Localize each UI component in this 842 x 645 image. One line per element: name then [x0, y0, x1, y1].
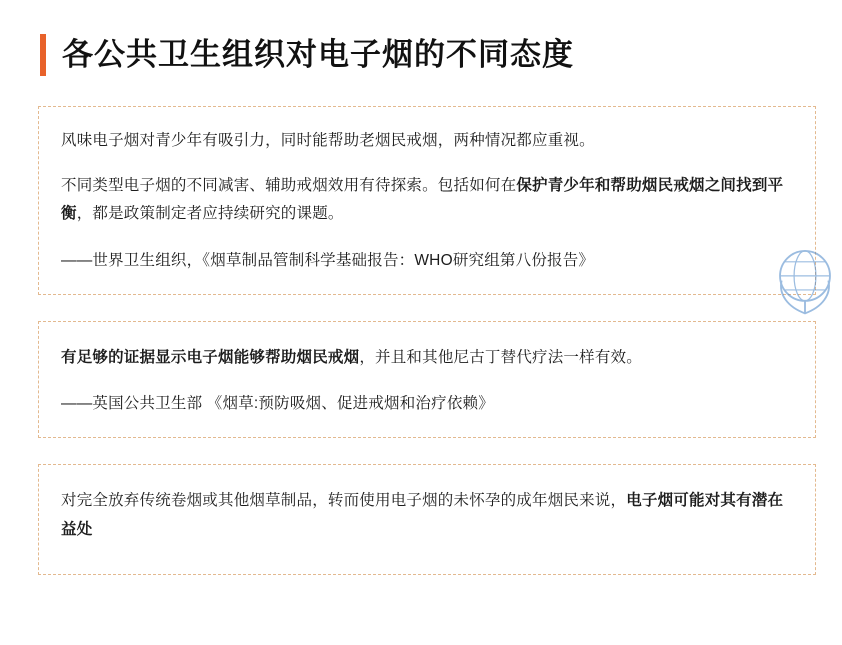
quote-paragraph	[61, 172, 793, 229]
page-title	[40, 34, 842, 76]
quote-block-who	[38, 106, 816, 295]
quote-paragraph	[61, 344, 793, 373]
text-run: 风味电子烟对青少年有吸引力，同时能帮助老烟民戒烟，两种情况都应重视。	[61, 132, 595, 149]
text-run-bold: 保护青少年和帮助烟民戒烟之间找到平衡	[61, 176, 784, 223]
title-text: 各公共卫生组织对电子烟的不同态度	[62, 36, 574, 72]
quote-paragraph	[61, 127, 793, 156]
text-run: ，并且和其他尼古丁替代疗法一样有效。	[359, 348, 642, 366]
who-emblem-icon	[766, 240, 842, 318]
quote-source: ——英国公共卫生部 《烟草:预防吸烟、促进戒烟和治疗依赖》	[61, 395, 494, 413]
text-run: 不同类型电子烟的不同减害、辅助戒烟效用有待探索。包括如何在	[61, 176, 517, 194]
quote-source: ——世界卫生组织，《烟草制品管制科学基础报告：WHO研究组第八份报告》	[61, 252, 595, 270]
text-run-bold: 电子烟可能对其有潜在益处	[61, 492, 784, 538]
quote-block-phe	[38, 321, 816, 438]
text-run: ，都是政策制定者应持续研究的课题。	[76, 205, 344, 223]
text-run-bold: 有足够的证据显示电子烟能够帮助烟民戒烟	[61, 348, 360, 366]
quote-paragraph	[61, 487, 793, 544]
title-accent-bar	[40, 34, 46, 76]
quote-block-third	[38, 464, 816, 575]
text-run: 对完全放弃传统卷烟或其他烟草制品，转而使用电子烟的未怀孕的成年烟民来说，	[61, 492, 627, 510]
document-page	[0, 34, 842, 645]
